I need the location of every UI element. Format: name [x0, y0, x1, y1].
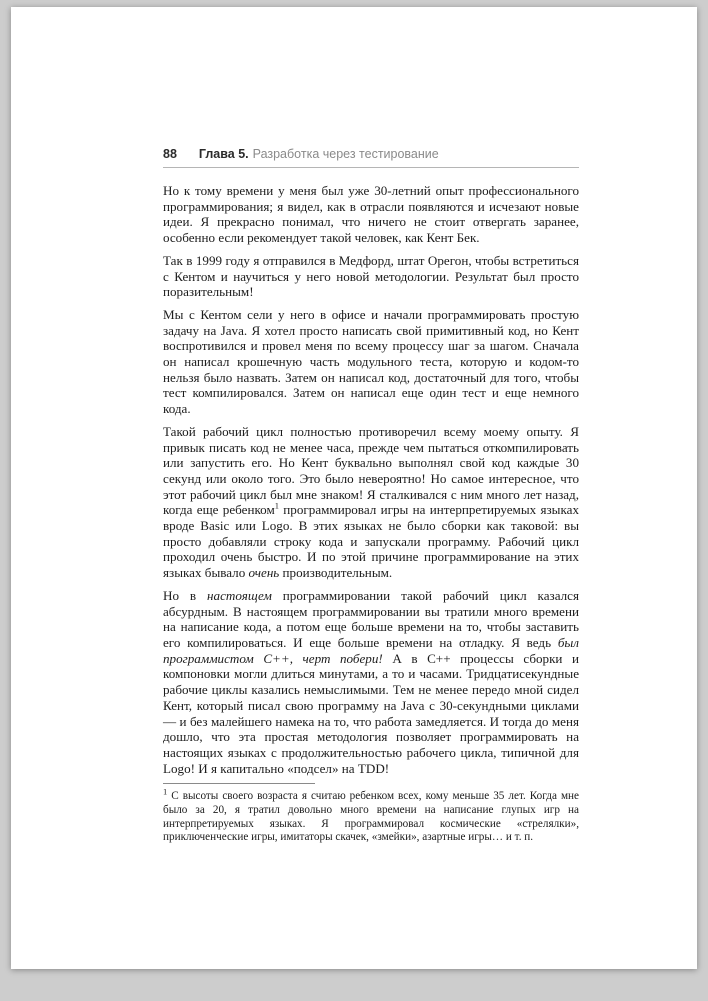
paragraph [163, 253, 579, 300]
text-run: Так в 1999 году я отправился в Медфорд, штат Орегон, чтобы встретиться с Кентом и научиться у него новой методологии. Результат был просто поразительным! [163, 252, 579, 300]
paragraph [163, 588, 579, 776]
book-page [11, 7, 697, 969]
chapter-title: Разработка через тестирование [252, 147, 439, 161]
emphasized-text: был программистом C++, черт побери! [163, 634, 579, 666]
paragraph [163, 183, 579, 246]
running-header [163, 147, 579, 168]
footnote [163, 786, 579, 845]
page-body [163, 183, 579, 776]
footnote-separator [163, 783, 315, 784]
text-run: С высоты своего возраста я считаю ребенком всех, кому меньше 35 лет. Когда мне было за 20, я тратил довольно много времени на написание глупых игр на интерпретируемых языках. Я программировал космические «стрелялки», приключенческие игры, имитаторы скачек, «змейки», азартные игры… и т. п. [163, 790, 579, 844]
text-run: программировал игры на интерпретируемых языках вроде Basic или Logo. В этих языках не было сборки как таковой: вы просто добавляли строку кода и запускали программу. Рабочий цикл проходил очень быстро. И по этой причине программирование на этих языках бывало [163, 502, 579, 581]
paragraph [163, 307, 579, 417]
text-run: Но к тому времени у меня был уже 30-летний опыт профессионального программирования; я видел, как в отрасли появляются и исчезают новые идеи. Я прекрасно понимал, что ничего не стоит отвергать заранее, особенно если рекомендует такой человек, как Кент Бек. [163, 183, 579, 246]
chapter-label: Глава 5. [198, 147, 249, 161]
page-number: 88 [163, 147, 177, 161]
text-run: А в C++ процессы сборки и компоновки могли длиться минутами, а то и часами. Тридцатисекундные рабочие циклы казались немыслимыми. Тем не менее передо мной сидел Кент, который писал свою программу на Java с 30-секундными циклами — и без малейшего намека на то, что работа замедляется. И тогда до меня дошло, что эта простая методология позволяет программировать на настоящих языках с продолжительностью рабочего цикла, типичной для Logo! И я капитально «подсел» на TDD! [163, 650, 579, 776]
paragraph [163, 424, 579, 581]
text-run: Но в [163, 587, 208, 603]
footnote-marker: 1 [163, 786, 168, 797]
text-run: Такой рабочий цикл полностью противоречил всему моему опыту. Я привык писать код не менее часа, прежде чем пытаться откомпилировать или запустить его. Но Кент буквально выполнял свой код каждые 30 секунд или около того. Это было невероятно! Но самое интересное, что этот рабочий цикл был мне знаком! Я сталкивался с ним много лет назад, когда еще ребенком [163, 423, 579, 518]
text-run: программировании такой рабочий цикл казался абсурдным. В настоящем программировании вы тратили много времени на написание кода, а потом еще больше времени на то, чтобы заставить его компилироваться. И еще больше времени на отладку. Я ведь [163, 587, 579, 650]
emphasized-text: очень [248, 565, 280, 581]
chapter-heading [199, 147, 439, 161]
text-run: производительным. [279, 565, 393, 581]
page-content [163, 147, 579, 845]
emphasized-text: настоящем [207, 587, 272, 603]
text-run: Мы с Кентом сели у него в офисе и начали программировать простую задачу на Java. Я хотел просто написать свой примитивный код, но Кент воспротивился и провел меня по всему процессу шаг за шагом. Сначала он написал крошечную часть модульного теста, которую и кодом-то нельзя было назвать. Затем он написал код, достаточный для того, чтобы тест компилировался. Затем он написал еще один тест и еще немного кода. [163, 306, 579, 417]
footnote-marker: 1 [274, 501, 279, 511]
